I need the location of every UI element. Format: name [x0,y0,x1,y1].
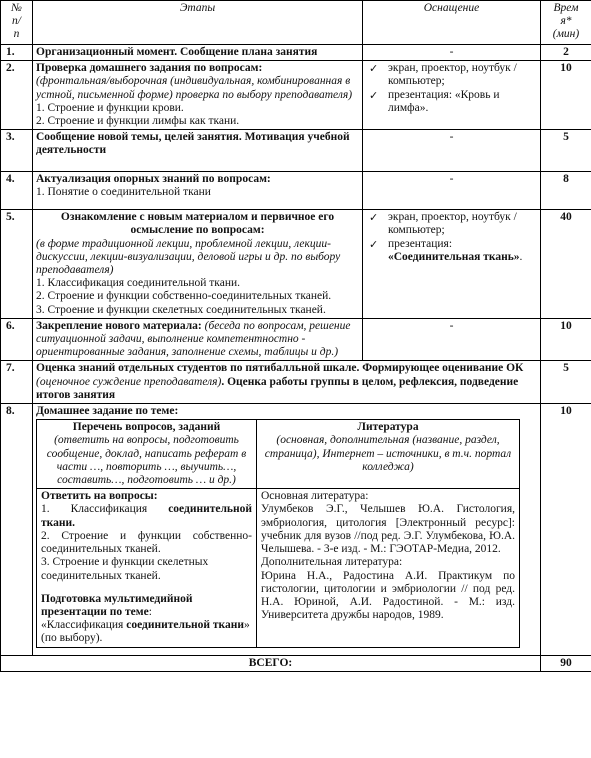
homework-literature: Основная литература: Улумбеков Э.Г., Челышев Ю.А. Гистология, эмбриология, цитология [Электронный ресурс]: учебник для вузов //под ред. Э.Г. Улумбекова, Ю.А. Челышева. - 3-е изд. - М.: ГЭОТАР-Медиа, 2012. Дополнительная литература: Юрина Н.А., Радостина А.И. Практикум по гистологии, цитологии и эмбриологии // под ред. Н.А. Юриной, А.И. Радостиной. - М.: изд. Университета дружбы народов, 1989. [257,489,520,647]
homework-questions-header: Перечень вопросов, заданий (ответить на вопросы, подготовить сообщение, доклад, написать реферат в части …, повторить …, выучить…, составить…, подготовить … и др.) [37,420,257,489]
table-row [1,318,591,361]
stage-item: 2. Строение и функции лимфы как ткани. [36,115,240,128]
homework-table [36,419,520,647]
stage-note: (фронтальная/выборочная (индивидуальная, комбинированная в устной, письменной форме) проверка по выбору преподавателя) [36,75,353,101]
check-icon: ✓ [369,88,379,102]
equipment-cell: - [363,45,541,61]
equipment-cell [363,61,541,130]
time-cell: 10 [541,404,591,655]
stage-cell [33,361,541,404]
table-row [1,130,591,172]
check-icon: ✓ [369,211,379,225]
header-time: Врем я* (мин) [541,1,591,45]
table-row [1,172,591,210]
homework-content-row [37,489,520,647]
stage-cell [33,61,363,130]
equipment-item: ✓ презентация: «Соединительная ткань». [369,237,523,263]
homework-question: 2. Строение и функции собственно-соединительных тканей. [41,529,252,556]
stage-item: 1. Понятие о соединительной ткани [36,186,211,199]
time-cell: 5 [541,130,591,172]
equipment-item: ✓ экран, проектор, ноутбук /компьютер; [369,211,517,237]
header-stages: Этапы [33,1,363,45]
stage-title: Оценка знаний отдельных студентов по пятибалльной шкале. Формирующее оценивание ОК [36,362,524,375]
equipment-cell: - [363,172,541,210]
table-row [1,61,591,130]
equipment-item: ✓ презентация: «Кровь и лимфа». [369,88,500,114]
stage-cell [33,172,363,210]
time-cell: 40 [541,210,591,319]
equipment-cell: - [363,318,541,361]
stage-cell [33,318,363,361]
equipment-item: ✓ экран, проектор, ноутбук /компьютер; [369,62,517,88]
stage-cell [33,210,363,319]
total-value: 90 [541,655,591,671]
row-number: 8. [1,404,33,655]
stage-title: Организационный момент. Сообщение плана занятия [33,45,363,61]
stage-item: 1. Классификация соединительной ткани. [36,277,241,290]
literature-additional: Юрина Н.А., Радостина А.И. Практикум по гистологии, цитологии и эмбриологии // под ред. Н.А. Юриной, А.И. Радостиной. - М.: изд. Университета дружбы народов, 1989. [261,569,515,622]
literature-main: Улумбеков Э.Г., Челышев Ю.А. Гистология, эмбриология, цитология [Электронный ресурс]: учебник для вузов //под ред. Э.Г. Улумбекова, Ю.А. Челышева. - 3-е изд. - М.: ГЭОТАР-Медиа, 2012. [261,503,515,556]
time-cell: 2 [541,45,591,61]
equipment-cell [363,210,541,319]
table-row [1,45,591,61]
check-icon: ✓ [369,62,379,76]
homework-questions: Ответить на вопросы: 1. Классификация соединительной ткани. 2. Строение и функции собственно-соединительных тканей. 3. Строение и функции скелетных соединительных тканей. Подготовка мультимедийной презентации по теме: «Классификация соединительной ткани» (по выбору). [37,489,257,647]
table-row [1,210,591,319]
stage-title: Закрепление нового материала: [36,319,202,332]
row-number: 7. [1,361,33,404]
stage-item: 3. Строение и функции скелетных соединительных тканей. [36,303,326,316]
stage-title: Ознакомление с новым материалом и первичное его осмысление по вопросам: [60,211,335,237]
time-cell: 10 [541,61,591,130]
stage-note: (беседа по вопросам, решение ситуационной задачи, выполнение компетентностно - ориентированные задания, заполнение схемы, таблицы и др.) [36,319,351,359]
equipment-cell: - [363,130,541,172]
row-number: 2. [1,61,33,130]
stage-item: 1. Строение и функции крови. [36,101,184,114]
homework-literature-header: Литература (основная, дополнительная (название, раздел, страница), Интернет – источники, в т.ч. портал колледжа) [257,420,520,489]
homework-question: 1. Классификация соединительной ткани. [41,503,252,529]
header-num: № п/ п [1,1,33,45]
row-number: 6. [1,318,33,361]
presentation-topic: «Классификация соединительной ткани» (по выбору). [41,619,250,645]
total-label: ВСЕГО: [1,655,541,671]
row-number: 3. [1,130,33,172]
time-cell: 8 [541,172,591,210]
homework-header-row [37,420,520,489]
table-row [1,404,591,655]
stage-item: 2. Строение и функции собственно-соединительных тканей. [36,290,332,303]
row-number: 5. [1,210,33,319]
row-number: 4. [1,172,33,210]
stage-note: (в форме традиционной лекции, проблемной лекции, лекции-дискуссии, лекции-визуализации, деловой игры и др. по выбору преподавателя) [36,237,341,277]
presentation-task: Подготовка мультимедийной презентации по теме: [41,592,193,618]
stage-title: Домашнее задание по теме: [36,405,179,418]
table-header-row [1,1,591,45]
stage-title: Проверка домашнего задания по вопросам: [36,62,263,75]
homework-question: 3. Строение и функции скелетных соединительных тканей. [41,556,209,582]
header-equipment: Оснащение [363,1,541,45]
table-row [1,361,591,404]
check-icon: ✓ [369,237,379,251]
time-cell: 5 [541,361,591,404]
time-cell: 10 [541,318,591,361]
stage-title: . Оценка работы группы в целом, рефлексия, подведение итогов занятия [36,375,519,401]
stage-title: Сообщение новой темы, целей занятия. Мотивация учебной деятельности [33,130,363,172]
stage-cell [33,404,541,655]
total-row [1,655,591,671]
stage-title: Актуализация опорных знаний по вопросам: [36,173,271,186]
stage-note: (оценочное суждение преподавателя) [36,375,222,388]
row-number: 1. [1,45,33,61]
